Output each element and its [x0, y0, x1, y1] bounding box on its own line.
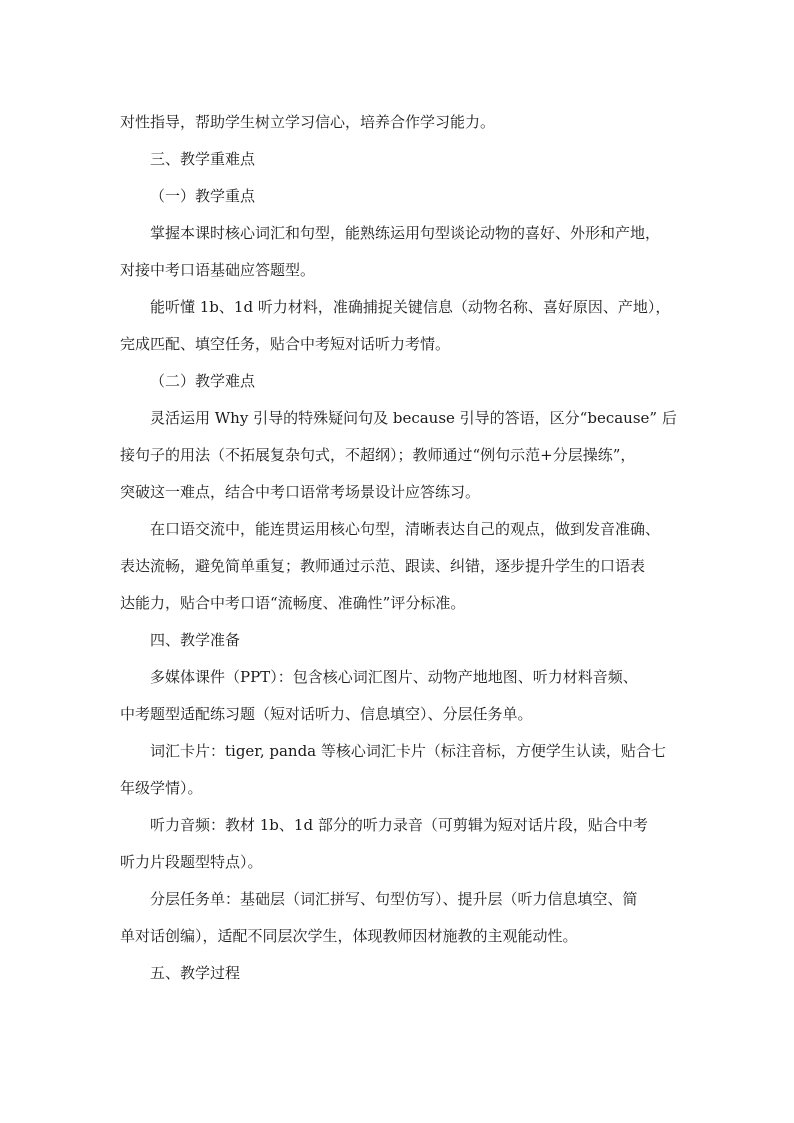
paragraph-line: 在口语交流中，能连贯运用核心句型，清晰表达自己的观点，做到发音准确、	[150, 520, 661, 538]
paragraph-line: 词汇卡片：tiger, panda 等核心词汇卡片（标注音标，方便学生认读，贴合七	[150, 742, 666, 760]
paragraph-line: 突破这一难点，结合中考口语常考场景设计应答练习。	[120, 483, 481, 501]
section-heading: 三、教学重难点	[150, 150, 256, 168]
paragraph-line: 能听懂 1b、1d 听力材料，准确捕捉关键信息（动物名称、喜好原因、产地），	[150, 298, 671, 316]
paragraph-line: 中考题型适配练习题（短对话听力、信息填空）、分层任务单。	[120, 705, 533, 723]
paragraph-line: 多媒体课件（PPT）：包含核心词汇图片、动物产地地图、听力材料音频、	[150, 668, 638, 686]
paragraph-line: 掌握本课时核心词汇和句型，能熟练运用句型谈论动物的喜好、外形和产地，	[150, 224, 661, 242]
paragraph-line: 单对话创编），适配不同层次学生，体现教师因材施教的主观能动性。	[120, 927, 578, 945]
paragraph-line: 达能力，贴合中考口语“流畅度、准确性”评分标准。	[120, 594, 466, 612]
paragraph-line: 听力音频：教材 1b、1d 部分的听力录音（可剪辑为短对话片段，贴合中考	[150, 816, 648, 834]
paragraph-line: 接句子的用法（不拓展复杂句式，不超纲）；教师通过“例句示范+分层操练”，	[120, 446, 636, 464]
paragraph-line: 灵活运用 Why 引导的特殊疑问句及 because 引导的答语，区分“because” 后	[150, 409, 677, 427]
paragraph-line: 对接中考口语基础应答题型。	[120, 261, 316, 279]
paragraph-line: 年级学情）。	[120, 779, 203, 797]
subsection-heading: （一）教学重点	[150, 187, 256, 205]
subsection-heading: （二）教学难点	[150, 372, 256, 390]
section-heading: 四、教学准备	[150, 631, 241, 649]
paragraph-line: 完成匹配、填空任务，贴合中考短对话听力考情。	[120, 335, 451, 353]
paragraph-line: 听力片段题型特点）。	[120, 853, 263, 871]
paragraph-line: 表达流畅，避免简单重复；教师通过示范、跟读、纠错，逐步提升学生的口语表	[120, 557, 646, 575]
paragraph-line: 对性指导，帮助学生树立学习信心，培养合作学习能力。	[120, 113, 496, 131]
section-heading: 五、教学过程	[150, 964, 241, 982]
paragraph-line: 分层任务单：基础层（词汇拼写、句型仿写）、提升层（听力信息填空、简	[150, 890, 638, 908]
